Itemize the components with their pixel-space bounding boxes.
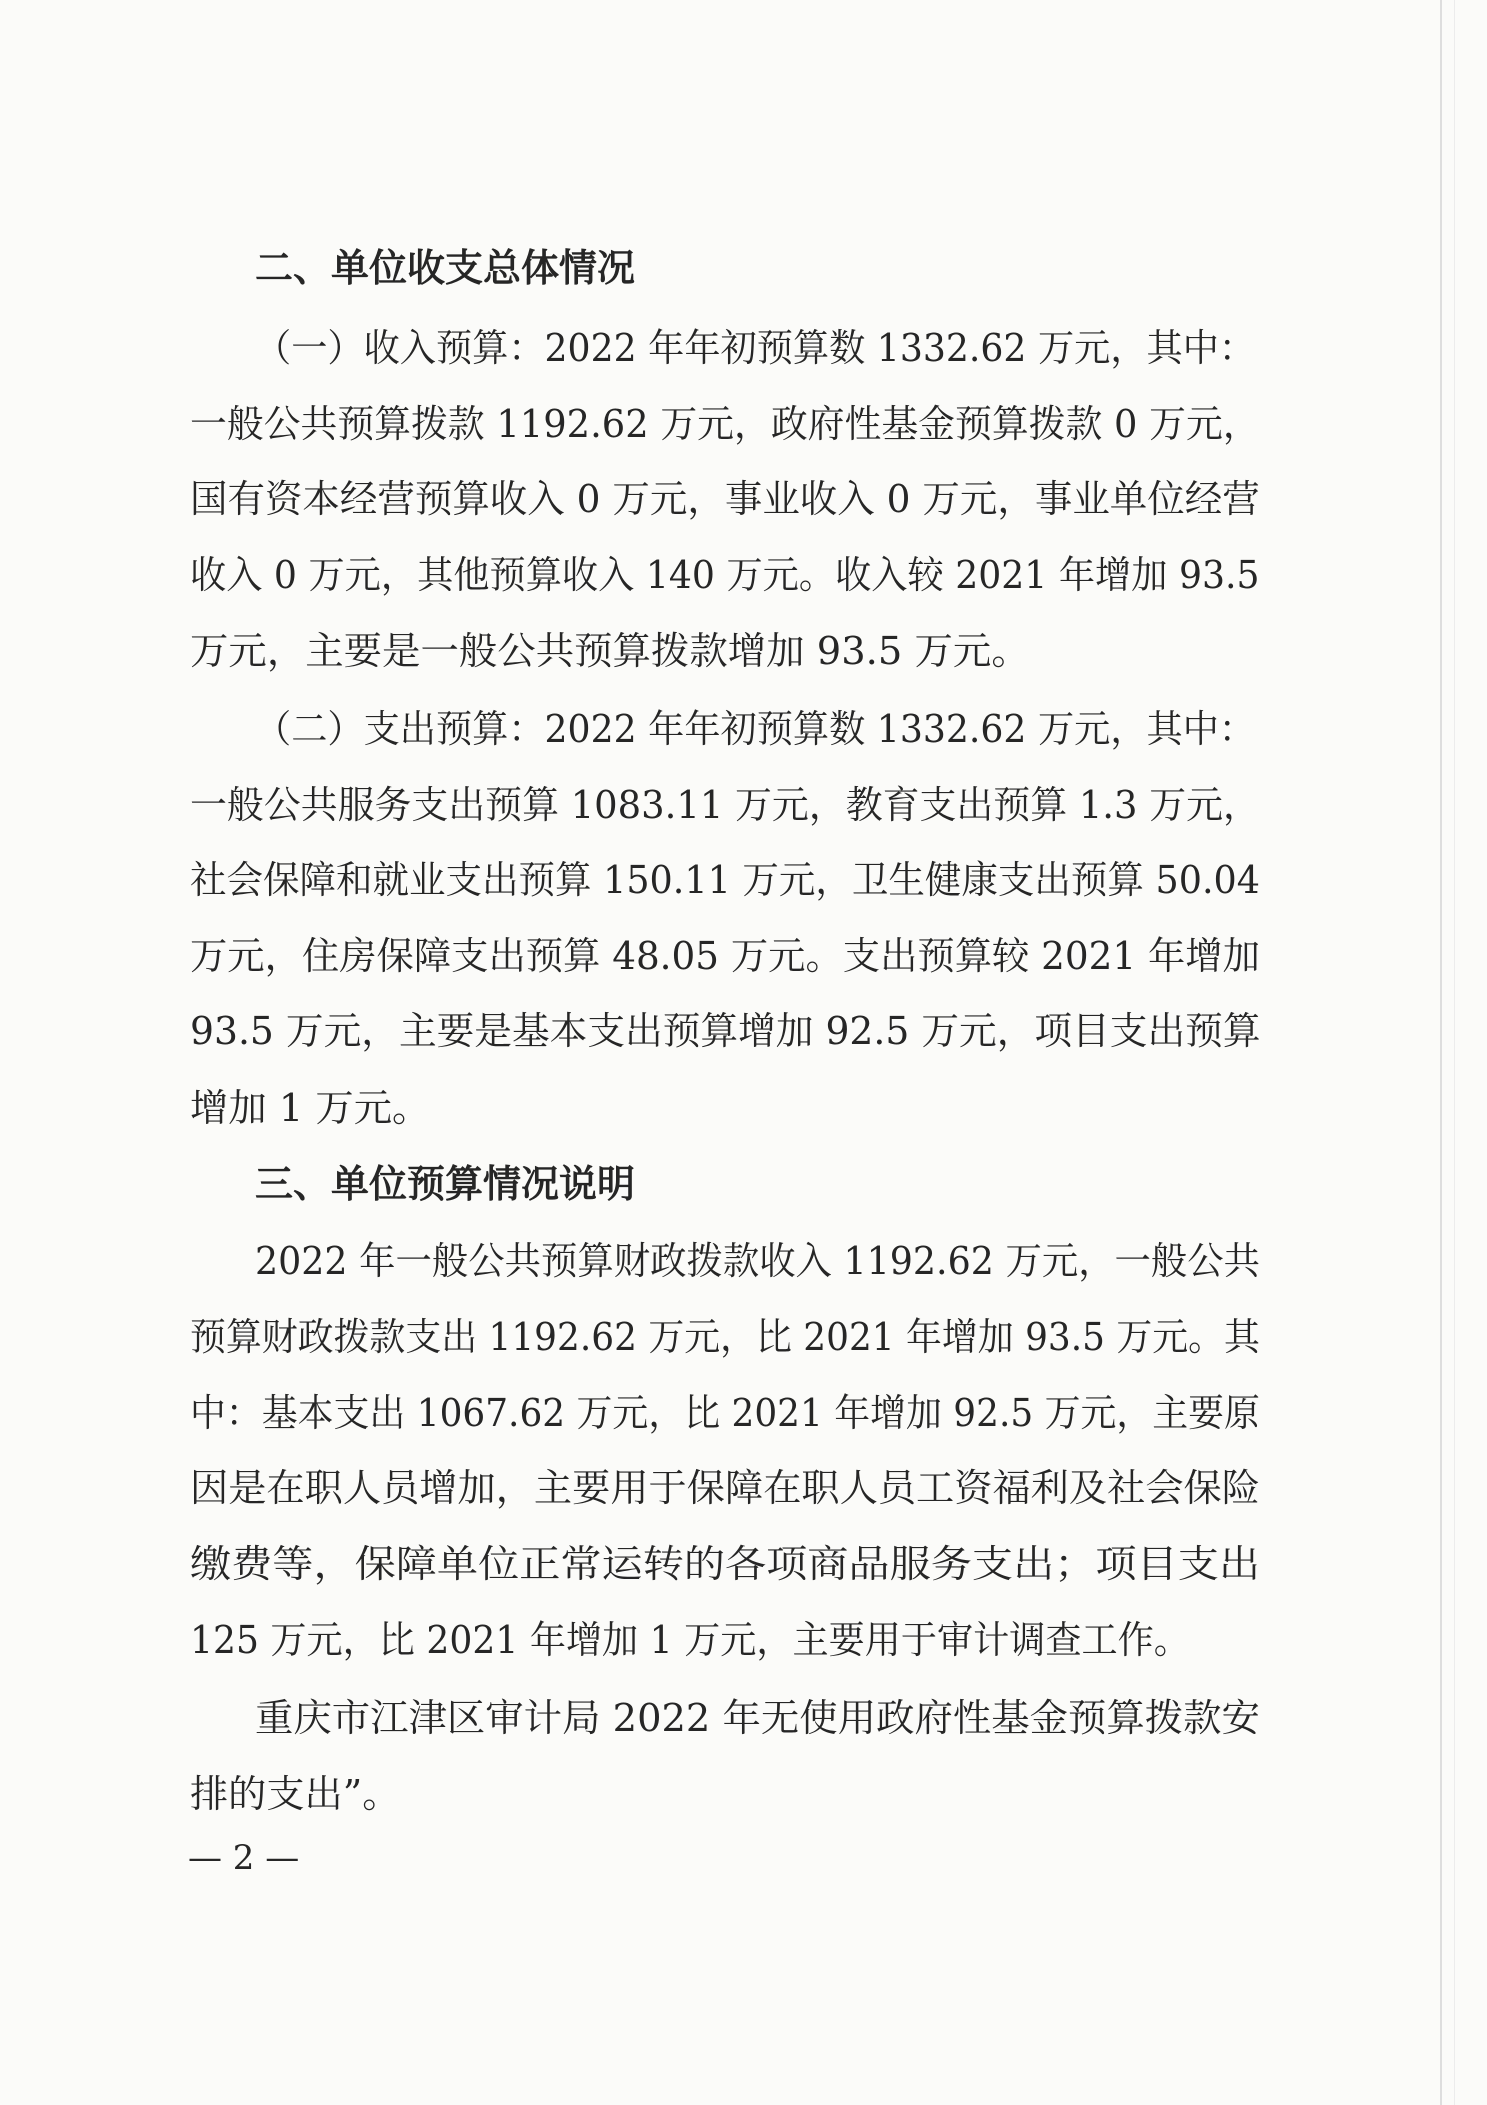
section-heading-overall-income-expenditure: 二、单位收支总体情况 (255, 246, 636, 290)
paragraph-line: 收入 0 万元，其他预算收入 140 万元。收入较 2021 年增加 93.5 (190, 553, 1260, 597)
paragraph-line: 125 万元，比 2021 年增加 1 万元，主要用于审计调查工作。 (190, 1618, 1190, 1662)
paragraph-line: 国有资本经营预算收入 0 万元，事业收入 0 万元，事业单位经营 (190, 477, 1260, 521)
paragraph-line: 增加 1 万元。 (190, 1086, 431, 1130)
section-heading-budget-explanation: 三、单位预算情况说明 (255, 1162, 636, 1206)
paragraph-line: 排的支出”。 (190, 1772, 401, 1816)
scan-edge-line (1440, 0, 1442, 2105)
scan-edge-line-secondary (1454, 0, 1455, 2105)
paragraph-line: 2022 年一般公共预算财政拨款收入 1192.62 万元，一般公共 (255, 1239, 1261, 1283)
paragraph-line: 因是在职人员增加，主要用于保障在职人员工资福利及社会保险 (190, 1466, 1260, 1510)
paragraph-line: 中：基本支出 1067.62 万元，比 2021 年增加 92.5 万元，主要原 (190, 1391, 1260, 1435)
page-number: — 2 — (188, 1838, 300, 1878)
paragraph-line: 万元，住房保障支出预算 48.05 万元。支出预算较 2021 年增加 (190, 934, 1260, 978)
paragraph-line: （二）支出预算：2022 年年初预算数 1332.62 万元，其中： (255, 707, 1256, 751)
paragraph-line: 社会保障和就业支出预算 150.11 万元，卫生健康支出预算 50.04 (190, 858, 1260, 902)
paragraph-line: 万元，主要是一般公共预算拨款增加 93.5 万元。 (190, 629, 1030, 673)
paragraph-line: 重庆市江津区审计局 2022 年无使用政府性基金预算拨款安 (255, 1696, 1260, 1740)
paragraph-line: 一般公共预算拨款 1192.62 万元，政府性基金预算拨款 0 万元， (190, 402, 1260, 446)
paragraph-line: 缴费等，保障单位正常运转的各项商品服务支出；项目支出 (190, 1542, 1261, 1586)
paragraph-line: 预算财政拨款支出 1192.62 万元，比 2021 年增加 93.5 万元。其 (190, 1315, 1260, 1359)
paragraph-line: 93.5 万元，主要是基本支出预算增加 92.5 万元，项目支出预算 (190, 1009, 1261, 1053)
paragraph-line: 一般公共服务支出预算 1083.11 万元，教育支出预算 1.3 万元， (190, 783, 1260, 827)
paragraph-line: （一）收入预算：2022 年年初预算数 1332.62 万元，其中： (255, 326, 1256, 370)
